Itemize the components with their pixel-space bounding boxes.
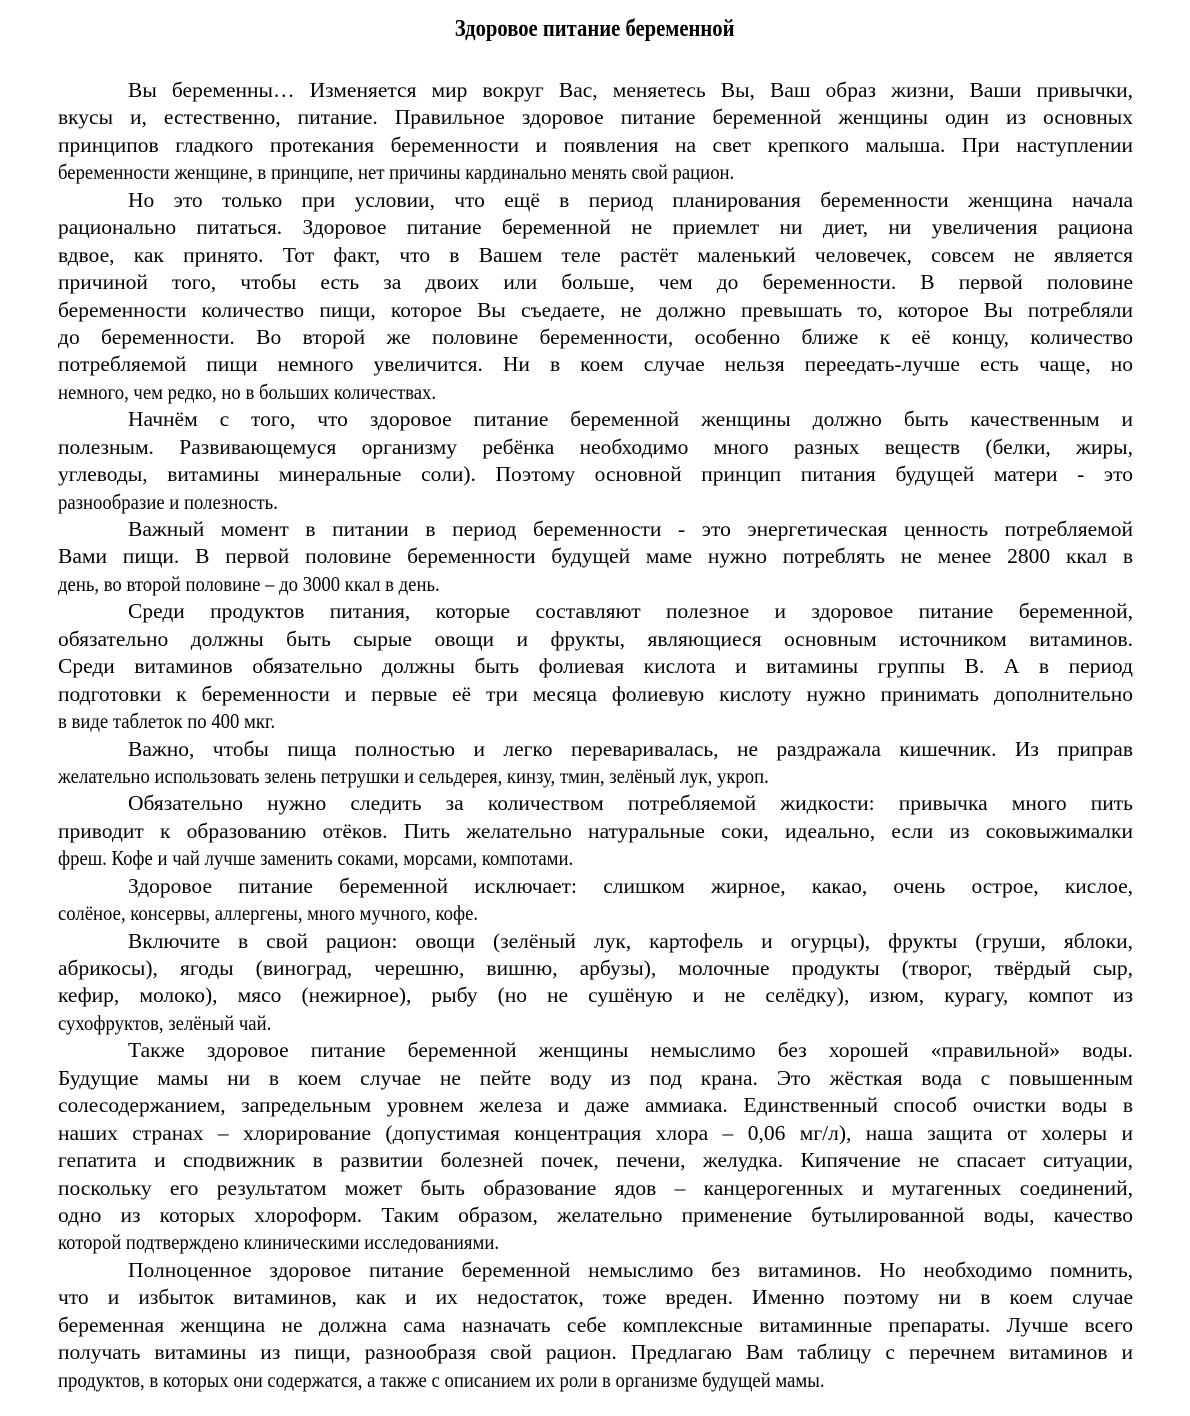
- text-line: [58, 1284, 1133, 1311]
- paragraph: [58, 928, 1133, 1038]
- text-line-content: Важный момент в питании в период беременности - это энергетическая ценность потребляемой: [128, 517, 1133, 541]
- text-line: [58, 242, 1133, 269]
- text-line: [58, 434, 1133, 461]
- text-line-content: в виде таблеток по 400 мкг.: [58, 709, 276, 734]
- text-line-content: одно из которых хлороформ. Таким образом, желательно применение бутылированной воды, качество: [58, 1202, 1133, 1227]
- text-line: [58, 1120, 1133, 1147]
- text-line: [58, 159, 1133, 186]
- text-line: [58, 1175, 1133, 1202]
- text-line: [58, 214, 1133, 241]
- text-line-content: получать витамины из пищи, разнообразя свой рацион. Предлагаю Вам таблицу с перечнем витаминов и: [58, 1340, 1133, 1365]
- page-title-text: Здоровое питание беременной: [455, 16, 735, 42]
- text-line: [58, 132, 1133, 159]
- text-line: [58, 598, 1133, 625]
- text-line-content: продуктов, в которых они содержатся, а также с описанием их роли в организме будущей мамы.: [58, 1367, 825, 1392]
- text-line-content: беременная женщина не должна сама назначать себе комплексные витаминные препараты. Лучше всего: [58, 1312, 1133, 1337]
- text-line-content: Среди продуктов питания, которые составляют полезное и здоровое питание беременной,: [128, 599, 1133, 624]
- text-line-content: немного, чем редко, но в больших количествах.: [58, 379, 437, 404]
- text-line-content: которой подтверждено клиническими исследованиями.: [58, 1230, 500, 1255]
- text-line-content: до беременности. Во второй же половине беременности, особенно ближе к её концу, количество: [58, 324, 1133, 349]
- text-line-content: Начнём с того, что здоровое питание беременной женщины должно быть качественным и: [128, 407, 1133, 432]
- text-line-content: Обязательно нужно следить за количеством потребляемой жидкости: привычка много пить: [128, 791, 1133, 816]
- text-line: [58, 1147, 1133, 1174]
- paragraph: [58, 77, 1133, 187]
- text-line: [58, 324, 1133, 351]
- text-line: [58, 77, 1133, 104]
- text-line-content: сухофруктов, зелёный чай.: [58, 1010, 272, 1035]
- text-line-content: Но это только при условии, что ещё в период планирования беременности женщина начала: [128, 187, 1133, 212]
- text-line-content: кефир, молоко), мясо (нежирное), рыбу (но не сушёную и не селёдку), изюм, курагу, компот из: [58, 983, 1133, 1008]
- text-line: [58, 379, 1133, 406]
- text-line-content: принципов гладкого протекания беременности и появления на свет крепкого малыша. При наступлении: [58, 132, 1133, 157]
- paragraph: [58, 516, 1133, 598]
- text-line-content: Вами пищи. В первой половине беременности будущей маме нужно потреблять не менее 2800 ккал в: [58, 544, 1133, 569]
- text-line: [58, 104, 1133, 131]
- text-line-content: Среди витаминов обязательно должны быть фолиевая кислота и витамины группы В. А в период: [58, 654, 1133, 679]
- text-line-content: Важно, чтобы пища полностью и легко переваривалась, не раздражала кишечник. Из приправ: [128, 736, 1133, 761]
- text-line-content: обязательно должны быть сырые овощи и фрукты, являющиеся основным источником витаминов.: [58, 626, 1133, 651]
- text-line: [58, 900, 1133, 927]
- text-line: [58, 873, 1133, 900]
- text-line-content: беременности количество пищи, которое Вы съедаете, не должно превышать то, которое Вы потребляли: [58, 297, 1133, 322]
- text-line-content: фреш. Кофе и чай лучше заменить соками, морсами, компотами.: [58, 846, 574, 871]
- text-line-content: Полноценное здоровое питание беременной немыслимо без витаминов. Но необходимо помнить,: [128, 1257, 1133, 1282]
- text-line: [58, 1092, 1133, 1119]
- text-line: [58, 516, 1133, 543]
- text-line: [58, 845, 1133, 872]
- text-line: [58, 571, 1133, 598]
- text-line-content: солесодержанием, запредельным уровнем железа и даже аммиака. Единственный способ очистки воды в: [58, 1093, 1133, 1118]
- text-line: [58, 955, 1133, 982]
- text-line: [58, 982, 1133, 1009]
- paragraph: [58, 598, 1133, 735]
- text-line-content: вкусы и, естественно, питание. Правильное здоровое питание беременной женщины один из основных: [58, 105, 1133, 130]
- paragraph: [58, 873, 1133, 928]
- text-line: [58, 790, 1133, 817]
- text-line-content: рационально питаться. Здоровое питание беременной не приемлет ни диет, ни увеличения рациона: [58, 215, 1133, 240]
- text-line-content: абрикосы), ягоды (виноград, черешню, вишню, арбузы), молочные продукты (творог, твёрдый сыр,: [58, 956, 1133, 980]
- paragraph: [58, 187, 1133, 407]
- text-line: [58, 187, 1133, 214]
- text-line-content: Будущие мамы ни в коем случае не пейте воду из под крана. Это жёсткая вода с повышенным: [58, 1065, 1133, 1090]
- text-line: [58, 351, 1133, 378]
- text-line: [58, 1010, 1133, 1037]
- text-line: [58, 489, 1133, 516]
- text-line-content: день, во второй половине – до 3000 ккал в день.: [58, 571, 440, 596]
- paragraph: [58, 736, 1133, 791]
- text-line-content: подготовки к беременности и первые её три месяца фолиевую кислоту нужно принимать дополнительно: [58, 681, 1133, 706]
- text-line-content: наших странах – хлорирование (допустимая концентрация хлора – 0,06 мг/л), наша защита от холеры и: [58, 1120, 1133, 1145]
- text-line-content: Также здоровое питание беременной женщины немыслимо без хорошей «правильной» воды.: [128, 1038, 1133, 1063]
- text-line-content: поскольку его результатом может быть образование ядов – канцерогенных и мутагенных соединений,: [58, 1175, 1133, 1200]
- text-line-content: солёное, консервы, аллергены, много мучного, кофе.: [58, 901, 479, 926]
- paragraph: [58, 1037, 1133, 1257]
- text-line: [58, 297, 1133, 324]
- text-line: [58, 1339, 1133, 1366]
- page-title: [0, 14, 1190, 44]
- text-line: [58, 736, 1133, 763]
- text-line-content: полезным. Развивающемуся организму ребёнка необходимо много разных веществ (белки, жиры,: [58, 434, 1133, 459]
- text-line: [58, 653, 1133, 680]
- text-line-content: беременности женщине, в принципе, нет причины кардинально менять свой рацион.: [58, 160, 735, 185]
- text-line: [58, 928, 1133, 955]
- text-line-content: Здоровое питание беременной исключает: слишком жирное, какао, очень острое, кислое,: [128, 873, 1133, 898]
- text-line: [58, 1367, 1133, 1394]
- text-line: [58, 763, 1133, 790]
- text-line: [58, 461, 1133, 488]
- text-line: [58, 1229, 1133, 1256]
- text-line-content: Вы беременны… Изменяется мир вокруг Вас, меняетесь Вы, Ваш образ жизни, Ваши привычки,: [128, 78, 1133, 102]
- text-line-content: потребляемой пищи немного увеличится. Ни в коем случае нельзя переедать-лучше есть чаще, но: [58, 352, 1133, 377]
- document-body: [58, 77, 1133, 1394]
- text-line-content: вдвое, как принято. Тот факт, что в Вашем теле растёт маленький человечек, совсем не является: [58, 242, 1133, 267]
- paragraph: [58, 406, 1133, 516]
- text-line-content: что и избыток витаминов, как и их недостаток, тоже вреден. Именно поэтому ни в коем случае: [58, 1285, 1133, 1310]
- text-line: [58, 708, 1133, 735]
- paragraph: [58, 790, 1133, 872]
- text-line: [58, 681, 1133, 708]
- paragraph: [58, 1257, 1133, 1394]
- text-line-content: причиной того, чтобы есть за двоих или больше, чем до беременности. В первой половине: [58, 270, 1133, 295]
- text-line-content: углеводы, витамины минеральные соли). Поэтому основной принцип питания будущей матери - это: [58, 462, 1133, 487]
- text-line: [58, 1312, 1133, 1339]
- text-line: [58, 543, 1133, 570]
- text-line: [58, 1037, 1133, 1064]
- text-line: [58, 626, 1133, 653]
- text-line: [58, 1257, 1133, 1284]
- text-line: [58, 406, 1133, 433]
- text-line-content: желательно использовать зелень петрушки и сельдерея, кинзу, тмин, зелёный лук, укроп.: [58, 763, 769, 788]
- text-line-content: гепатита и сподвижник в развитии болезней почек, печени, желудка. Кипячение не спасает ситуации,: [58, 1148, 1133, 1173]
- text-line: [58, 269, 1133, 296]
- text-line: [58, 1065, 1133, 1092]
- text-line-content: разнообразие и полезность.: [58, 489, 278, 514]
- text-line: [58, 1202, 1133, 1229]
- text-line-content: приводит к образованию отёков. Пить желательно натуральные соки, идеально, если из соковыжималки: [58, 818, 1133, 843]
- text-line-content: Включите в свой рацион: овощи (зелёный лук, картофель и огурцы), фрукты (груши, яблоки,: [128, 928, 1133, 953]
- text-line: [58, 818, 1133, 845]
